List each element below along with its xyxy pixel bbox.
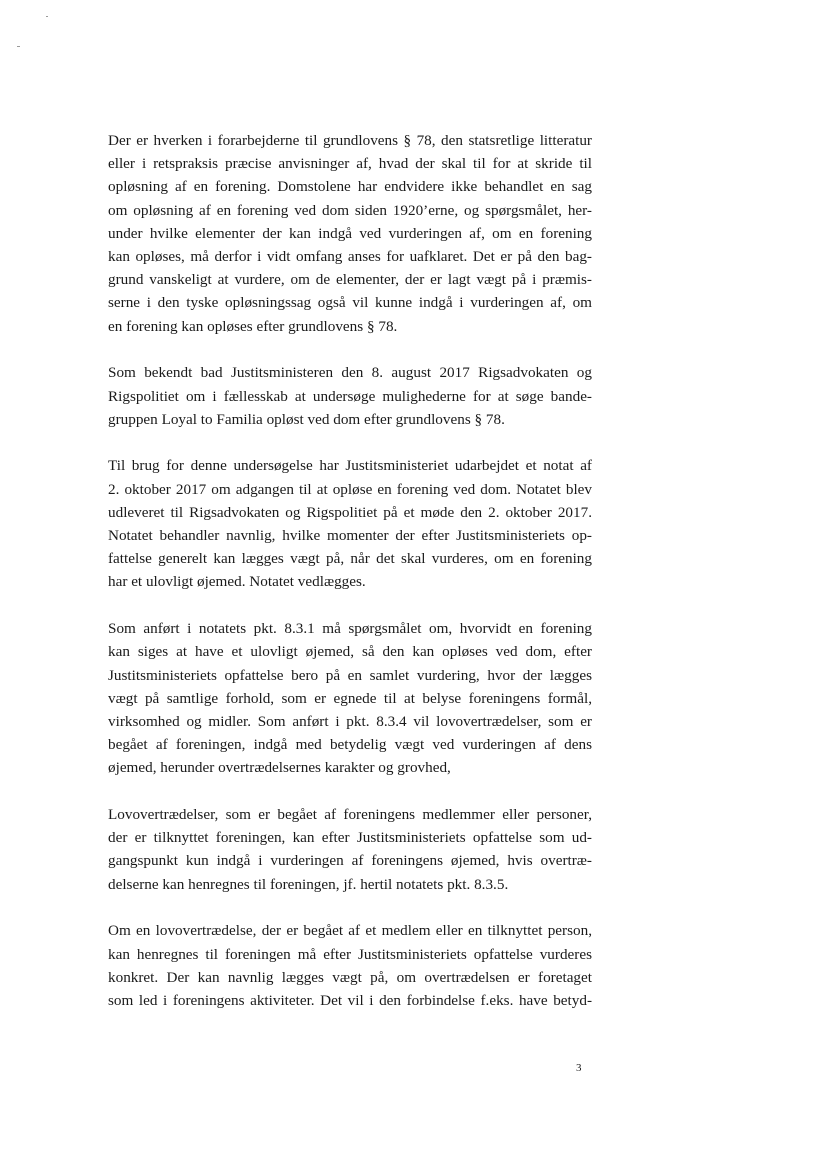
text-line: Som bekendt bad Justitsministeren den 8. august 2017 Rigsadvokaten og <box>108 364 592 382</box>
paragraph-2 <box>108 361 592 431</box>
text-line: Om en lovovertrædelse, der er begået af et medlem eller en tilknyttet person, <box>108 922 592 940</box>
text-line: Der er hverken i forarbejderne til grundlovens § 78, den statsretlige litteratur <box>108 132 592 149</box>
text-line: øjemed, herunder overtrædelsernes karakter og grovhed, <box>108 759 451 777</box>
text-line: Notatet behandler navnlig, hvilke momenter der efter Justitsministeriets op- <box>108 527 592 545</box>
paragraph-5 <box>108 803 592 896</box>
text-line: har et ulovligt øjemed. Notatet vedlægges. <box>108 573 366 591</box>
text-line: eller i retspraksis præcise anvisninger af, hvad der skal til for at skride til <box>108 155 592 173</box>
paragraph-3 <box>108 454 592 593</box>
text-line: en forening kan opløses efter grundlovens § 78. <box>108 317 398 335</box>
text-line: Til brug for denne undersøgelse har Justitsministeriet udarbejdet et notat af <box>108 457 592 475</box>
scan-speck <box>17 46 20 47</box>
paragraph-4 <box>108 617 592 779</box>
text-line: vægt på samtlige forhold, som er egnede til at belyse foreningens formål, <box>108 689 592 707</box>
text-line: virksomhed og midler. Som anført i pkt. 8.3.4 vil lovovertrædelser, som er <box>108 712 592 730</box>
body-text <box>108 129 592 1012</box>
text-line: fattelse generelt kan lægges vægt på, når det skal vurderes, om en forening <box>108 550 592 568</box>
text-line: begået af foreningen, indgå med betydelig vægt ved vurderingen af dens <box>108 736 592 754</box>
text-line: Justitsministeriets opfattelse bero på en samlet vurdering, hvor der lægges <box>108 666 592 684</box>
paragraph-6 <box>108 919 592 1012</box>
text-line: som led i foreningens aktiviteter. Det vil i den forbindelse f.eks. have betyd- <box>108 992 592 1009</box>
text-line: kan siges at have et ulovligt øjemed, så den kan opløses ved dom, efter <box>108 643 592 661</box>
text-line: Lovovertrædelser, som er begået af foreningens medlemmer eller personer, <box>108 806 592 824</box>
text-line: Som anført i notatets pkt. 8.3.1 må spørgsmålet om, hvorvidt en forening <box>108 620 592 638</box>
text-line: kan henregnes til foreningen må efter Justitsministeriets opfattelse vurderes <box>108 945 592 963</box>
text-line: kan opløses, må derfor i vidt omfang anses for uafklaret. Det er på den bag- <box>108 248 592 266</box>
text-line: Rigspolitiet om i fællesskab at undersøge mulighederne for at søge bande- <box>108 387 592 405</box>
scan-speck <box>46 16 48 17</box>
text-line: 2. oktober 2017 om adgangen til at opløse en forening ved dom. Notatet blev <box>108 480 592 498</box>
text-line: opløsning af en forening. Domstolene har endvidere ikke behandlet en sag <box>108 178 592 196</box>
page-number: 3 <box>576 1062 582 1074</box>
text-line: gangspunkt kun indgå i vurderingen af foreningens øjemed, hvis overtræ- <box>108 852 592 870</box>
text-line: gruppen Loyal to Familia opløst ved dom efter grundlovens § 78. <box>108 410 505 428</box>
text-line: grund vanskeligt at vurdere, om de elementer, der er lagt vægt på i præmis- <box>108 271 592 289</box>
text-line: under hvilke elementer der kan indgå ved vurderingen af, om en forening <box>108 224 592 242</box>
paragraph-1 <box>108 129 592 338</box>
text-line: delserne kan henregnes til foreningen, jf. hertil notatets pkt. 8.3.5. <box>108 875 509 893</box>
text-line: der er tilknyttet foreningen, kan efter Justitsministeriets opfattelse som ud- <box>108 829 592 847</box>
text-line: om opløsning af en forening ved dom siden 1920’erne, og spørgsmålet, her- <box>108 201 592 219</box>
text-line: serne i den tyske opløsningssag også vil kunne indgå i vurderingen af, om <box>108 294 592 312</box>
text-line: konkret. Der kan navnlig lægges vægt på, om overtrædelsen er foretaget <box>108 968 592 986</box>
text-line: udleveret til Rigsadvokaten og Rigspolitiet på et møde den 2. oktober 2017. <box>108 503 592 521</box>
